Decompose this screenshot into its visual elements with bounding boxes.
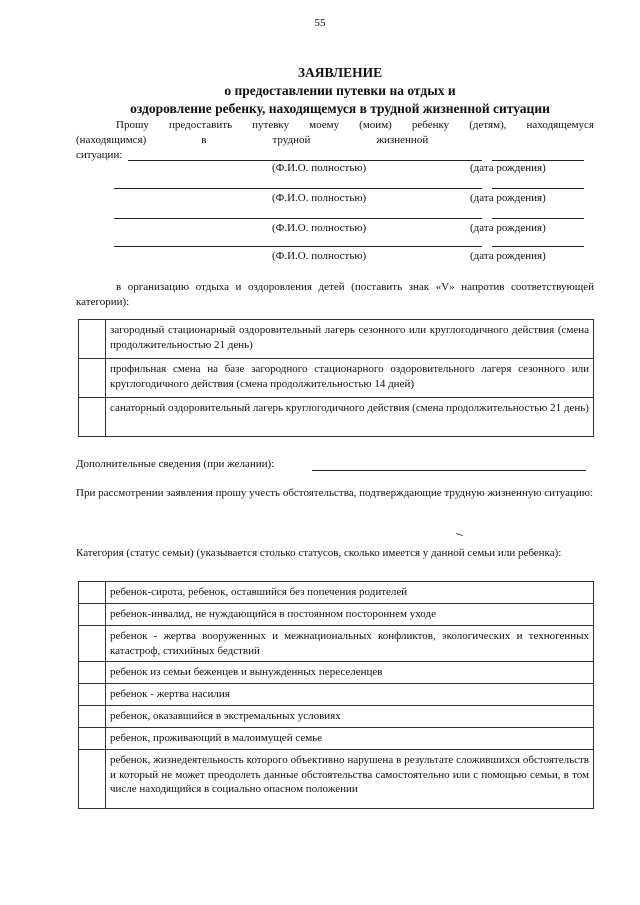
category-table bbox=[78, 581, 594, 809]
category-text: ребенок из семьи беженцев и вынужденных переселенцев bbox=[106, 662, 594, 684]
title-line-3: оздоровление ребенку, находящемуся в трудной жизненной ситуации bbox=[130, 100, 550, 116]
request-line-1: Прошу предоставить путевку моему (моим) ребенку (детям), находящемуся bbox=[116, 119, 594, 131]
additional-info-line[interactable] bbox=[312, 470, 586, 471]
organization-option-checkbox[interactable] bbox=[79, 320, 106, 359]
category-text: ребенок, оказавшийся в экстремальных условиях bbox=[106, 706, 594, 728]
child-dob-caption-4: (дата рождения) bbox=[470, 250, 546, 262]
category-checkbox[interactable] bbox=[79, 749, 106, 808]
additional-info-label: Дополнительные сведения (при желании): bbox=[76, 458, 275, 470]
category-text: ребенок-сирота, ребенок, оставшийся без попечения родителей bbox=[106, 582, 594, 604]
document-title bbox=[60, 64, 620, 117]
organization-option-row bbox=[79, 359, 594, 398]
organization-option-text: профильная смена на базе загородного стационарного оздоровительного лагеря сезонного или круглогодичного действия (смена продолжительностью 14 дней) bbox=[106, 359, 594, 398]
organization-option-text: санаторный оздоровительный лагерь круглогодичного действия (смена продолжительностью 21 день) bbox=[106, 398, 594, 437]
organization-option-text: загородный стационарный оздоровительный лагерь сезонного или круглогодичного действия (смена продолжительностью 21 день) bbox=[106, 320, 594, 359]
category-intro: Категория (статус семьи) (указывается столько статусов, сколько имеется у данной семьи или ребенка): bbox=[76, 547, 562, 559]
category-row bbox=[79, 684, 594, 706]
child-name-line-3[interactable] bbox=[114, 218, 482, 219]
category-text: ребенок, жизнедеятельность которого объективно нарушена в результате сложившихся обстоятельств и который не может преодолеть данные обстоятельства самостоятельно или с помощью семьи, в том числе находящийся в социально опасном положении bbox=[106, 749, 594, 808]
child-dob-line-2[interactable] bbox=[492, 188, 584, 189]
child-dob-caption-3: (дата рождения) bbox=[470, 222, 546, 234]
category-row bbox=[79, 662, 594, 684]
title-line-1: ЗАЯВЛЕНИЕ bbox=[297, 65, 383, 80]
child-name-caption-2: (Ф.И.О. полностью) bbox=[272, 192, 367, 204]
category-row bbox=[79, 603, 594, 625]
category-checkbox[interactable] bbox=[79, 706, 106, 728]
category-text: ребенок - жертва вооруженных и межнациональных конфликтов, экологических и техногенных катастроф, стихийных бедствий bbox=[106, 625, 594, 662]
child-dob-caption-1: (дата рождения) bbox=[470, 162, 546, 174]
organization-option-checkbox[interactable] bbox=[79, 398, 106, 437]
circumstances-text: При рассмотрении заявления прошу учесть обстоятельства, подтверждающие трудную жизненную ситуацию: bbox=[76, 487, 594, 499]
category-checkbox[interactable] bbox=[79, 582, 106, 604]
request-line-2: (находящимся) в трудной жизненной bbox=[76, 134, 429, 146]
category-row bbox=[79, 749, 594, 808]
category-checkbox[interactable] bbox=[79, 727, 106, 749]
request-line-3: ситуации: bbox=[76, 149, 123, 161]
page-number: 55 bbox=[314, 17, 326, 29]
child-name-caption-1: (Ф.И.О. полностью) bbox=[272, 162, 367, 174]
stray-mark bbox=[456, 533, 463, 536]
title-line-2: о предоставлении путевки на отдых и bbox=[224, 82, 456, 98]
category-row bbox=[79, 706, 594, 728]
child-name-caption-3: (Ф.И.О. полностью) bbox=[272, 222, 367, 234]
child-dob-line-3[interactable] bbox=[492, 218, 584, 219]
category-checkbox[interactable] bbox=[79, 684, 106, 706]
child-dob-line-4[interactable] bbox=[492, 246, 584, 247]
organization-options-table bbox=[78, 319, 594, 437]
organization-option-row bbox=[79, 398, 594, 437]
child-name-line-4[interactable] bbox=[114, 246, 482, 247]
organization-option-checkbox[interactable] bbox=[79, 359, 106, 398]
child-name-caption-4: (Ф.И.О. полностью) bbox=[272, 250, 367, 262]
category-row bbox=[79, 625, 594, 662]
category-text: ребенок, проживающий в малоимущей семье bbox=[106, 727, 594, 749]
child-name-line-2[interactable] bbox=[114, 188, 482, 189]
category-text: ребенок - жертва насилия bbox=[106, 684, 594, 706]
category-row bbox=[79, 727, 594, 749]
category-checkbox[interactable] bbox=[79, 662, 106, 684]
child-dob-caption-2: (дата рождения) bbox=[470, 192, 546, 204]
category-checkbox[interactable] bbox=[79, 603, 106, 625]
organization-option-row bbox=[79, 320, 594, 359]
category-text: ребенок-инвалид, не нуждающийся в постоянном постороннем уходе bbox=[106, 603, 594, 625]
organization-intro: в организацию отдыха и оздоровления детей (поставить знак «V» напротив соответствующей категории): bbox=[76, 281, 594, 308]
category-checkbox[interactable] bbox=[79, 625, 106, 662]
category-row bbox=[79, 582, 594, 604]
